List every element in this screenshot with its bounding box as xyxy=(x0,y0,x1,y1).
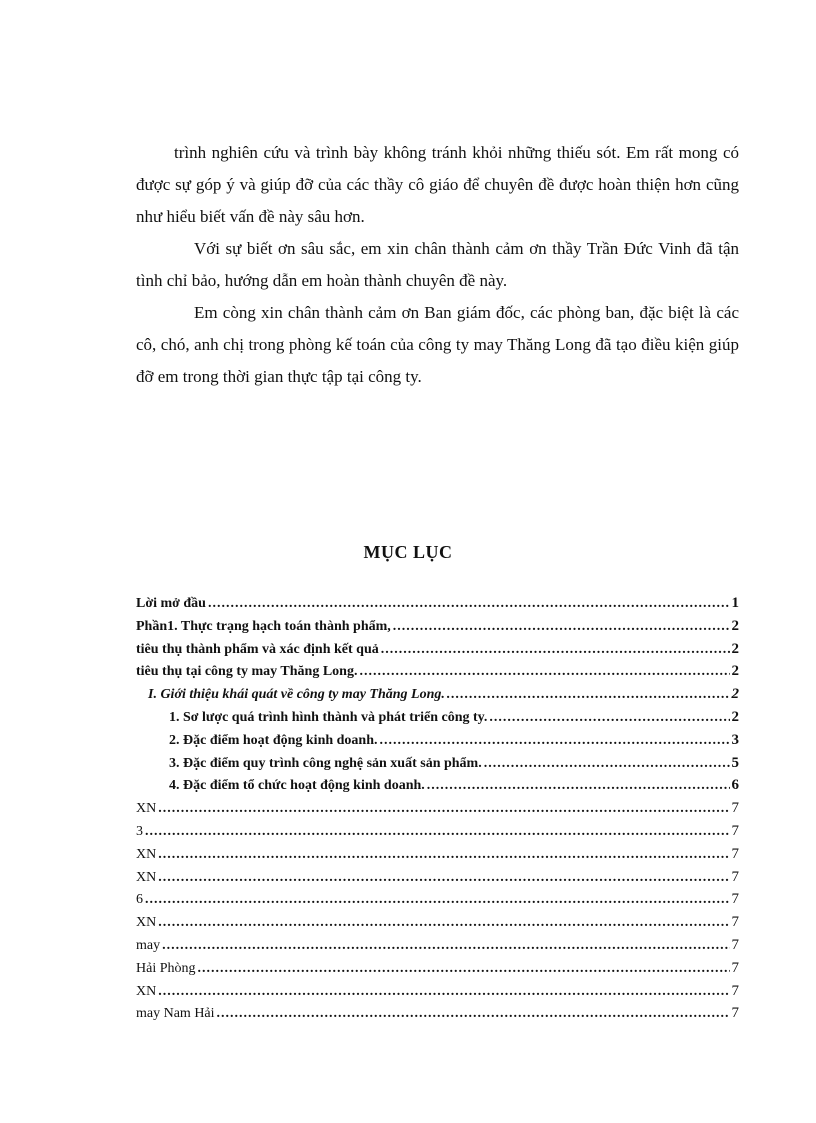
toc-entry[interactable] xyxy=(136,729,739,752)
toc-page-number: 6 xyxy=(731,777,739,794)
toc-leader xyxy=(158,981,729,1004)
toc-entry[interactable] xyxy=(136,957,739,980)
toc-page-number: 2 xyxy=(731,708,739,725)
toc-leader xyxy=(381,639,730,662)
toc-entry[interactable] xyxy=(136,752,739,775)
toc-entry[interactable] xyxy=(136,980,739,1003)
intro-paragraph: Với sự biết ơn sâu sắc, em xin chân thành cảm ơn thầy Trần Đức Vinh đã tận tình chỉ bảo, hướng dẫn em hoàn thành chuyên đề này. xyxy=(136,239,739,290)
toc-page-number: 2 xyxy=(731,617,739,634)
toc-title: MỤC LỤC xyxy=(363,542,453,562)
toc-entry[interactable] xyxy=(136,592,739,615)
toc-entry-text: 6 xyxy=(136,892,143,908)
intro-text xyxy=(136,137,739,393)
toc-entry[interactable] xyxy=(136,683,739,706)
toc-entry-text: XN xyxy=(136,869,157,885)
toc-leader xyxy=(447,684,730,707)
toc-entry-text: may Nam Hải xyxy=(136,1006,215,1022)
toc-page-number: 7 xyxy=(731,982,739,999)
toc-entry-text: XN xyxy=(136,983,157,999)
toc-leader xyxy=(484,753,730,776)
toc-page-number: 7 xyxy=(731,845,739,862)
toc-entry[interactable] xyxy=(136,820,739,843)
toc-leader xyxy=(359,661,729,684)
toc-entry-text: Hải Phòng xyxy=(136,960,196,976)
toc-entry[interactable] xyxy=(136,706,739,729)
toc-page-number: 7 xyxy=(731,936,739,953)
toc-entry-text: I. Giới thiệu khái quát về công ty may Thăng Long. xyxy=(148,687,445,703)
toc-leader xyxy=(380,730,730,753)
toc-entry[interactable] xyxy=(136,843,739,866)
toc-leader xyxy=(158,912,729,935)
intro-paragraph: Em còng xin chân thành cảm ơn Ban giám đốc, các phòng ban, đặc biệt là các cô, chó, anh chị trong phòng kế toán của công ty may Thăng Long đã tạo điều kiện giúp đỡ em trong thời gian thực tập tại công ty. xyxy=(136,303,739,386)
toc-leader xyxy=(145,821,730,844)
toc-entry-text: XN xyxy=(136,801,157,817)
intro-paragraph: trình nghiên cứu và trình bày không tránh khỏi những thiếu sót. Em rất mong có được sự góp ý và giúp đỡ của các thầy cô giáo để chuyên đề được hoàn thiện hơn cũng như hiểu biết vấn đề này sâu hơn. xyxy=(136,143,739,226)
toc-leader xyxy=(208,593,730,616)
toc-entry[interactable] xyxy=(136,660,739,683)
toc-entry-text: tiêu thụ thành phẩm và xác định kết quả xyxy=(136,641,379,657)
toc-entry-text: tiêu thụ tại công ty may Thăng Long. xyxy=(136,664,358,680)
toc-entry[interactable] xyxy=(136,888,739,911)
toc-entry[interactable] xyxy=(136,638,739,661)
toc-page-number: 7 xyxy=(731,868,739,885)
toc-leader xyxy=(158,867,729,890)
toc-entry-text: 1. Sơ lược quá trình hình thành và phát triển công ty. xyxy=(169,709,488,725)
toc-page-number: 7 xyxy=(731,1005,739,1022)
toc-page-number: 2 xyxy=(731,686,739,703)
toc-leader xyxy=(217,1003,730,1026)
toc-entry-text: XN xyxy=(136,846,157,862)
toc-leader xyxy=(393,616,730,639)
toc-page-number: 7 xyxy=(731,822,739,839)
toc-page-number: 7 xyxy=(731,959,739,976)
toc-entry-text: 3 xyxy=(136,823,143,839)
toc-entry[interactable] xyxy=(136,1002,739,1025)
toc-leader xyxy=(489,707,729,730)
toc-entry[interactable] xyxy=(136,774,739,797)
toc-entry-text: 2. Đặc điểm hoạt động kinh doanh. xyxy=(169,732,378,748)
toc-leader xyxy=(162,935,729,958)
toc-entry[interactable] xyxy=(136,911,739,934)
toc-leader xyxy=(427,775,730,798)
toc-page-number: 5 xyxy=(731,754,739,771)
toc-leader xyxy=(158,798,729,821)
toc-page-number: 7 xyxy=(731,891,739,908)
toc-entry-text: may xyxy=(136,937,161,953)
toc-page-number: 7 xyxy=(731,800,739,817)
toc-entry-text: XN xyxy=(136,915,157,931)
toc-entry[interactable] xyxy=(136,866,739,889)
toc-page-number: 7 xyxy=(731,914,739,931)
table-of-contents xyxy=(136,592,739,1025)
toc-page-number: 1 xyxy=(731,595,739,611)
toc-page-number: 3 xyxy=(731,731,739,748)
toc-entry-text: Lời mở đầu xyxy=(136,596,206,611)
toc-leader xyxy=(158,844,729,867)
toc-leader xyxy=(145,889,730,912)
toc-entry-text: Phần1. Thực trạng hạch toán thành phẩm, xyxy=(136,618,391,634)
toc-entry-text: 3. Đặc điểm quy trình công nghệ sản xuất sản phẩm. xyxy=(169,755,482,771)
toc-entry[interactable] xyxy=(136,934,739,957)
toc-entry-text: 4. Đặc điểm tổ chức hoạt động kinh doanh. xyxy=(169,778,425,794)
toc-entry[interactable] xyxy=(136,615,739,638)
toc-leader xyxy=(198,958,730,981)
toc-page-number: 2 xyxy=(731,663,739,680)
toc-page-number: 2 xyxy=(731,640,739,657)
toc-entry[interactable] xyxy=(136,797,739,820)
